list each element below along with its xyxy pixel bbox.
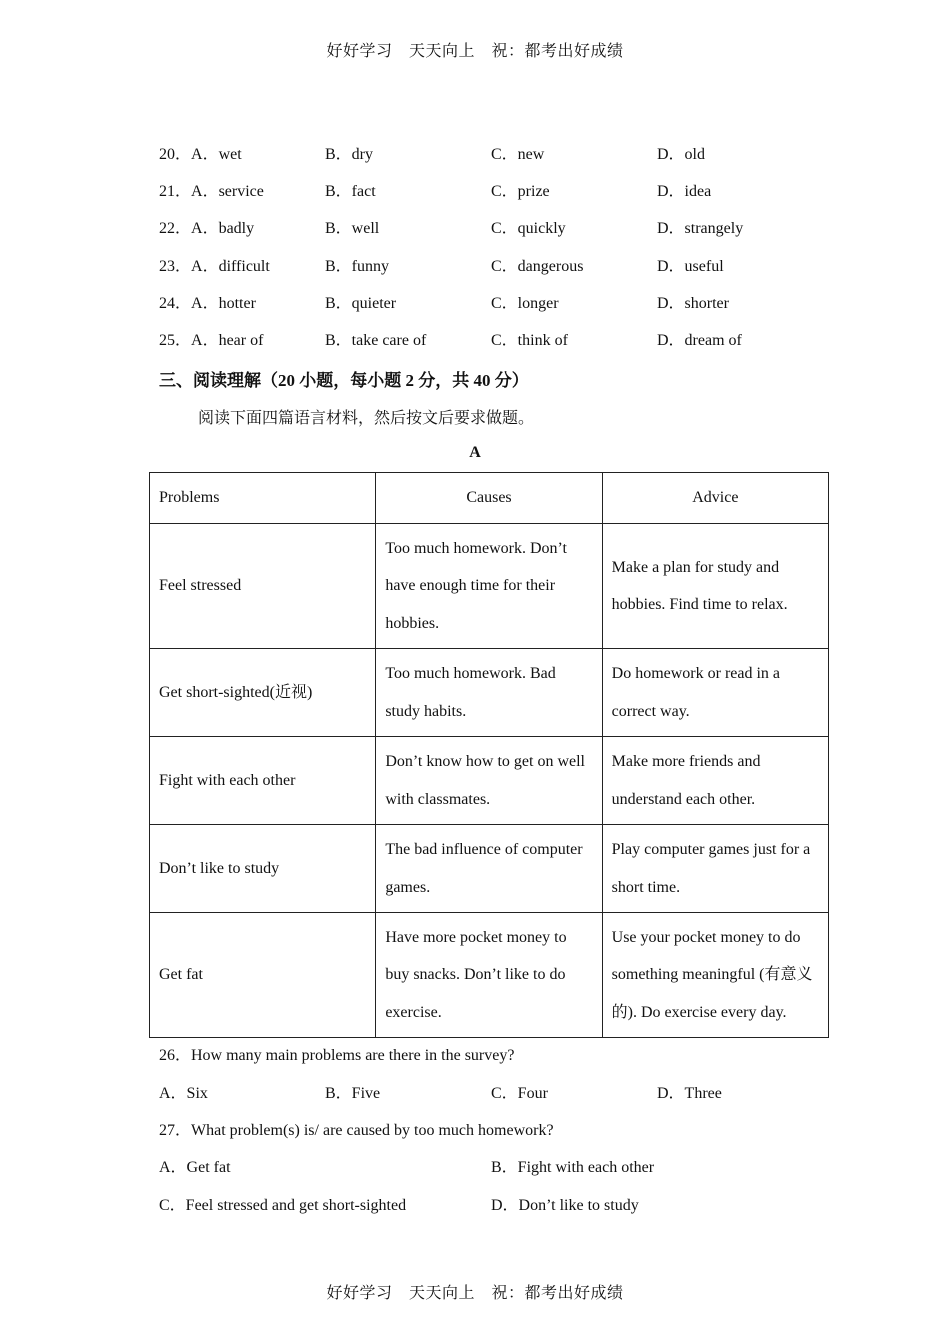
q23-option-a xyxy=(159,256,270,278)
page-header: 好好学习 天天向上 祝：都考出好成绩 xyxy=(326,43,624,60)
problem-cell: Get fat xyxy=(150,913,376,1038)
problem-cell: Get short-sighted(近视) xyxy=(150,649,376,737)
cause-cell: Don’t know how to get on well with classmates. xyxy=(376,737,602,825)
q25-option-c: C．think of xyxy=(491,332,568,349)
q25-a: A．hear of xyxy=(191,332,264,349)
q25-option-d: D．dream of xyxy=(657,332,742,349)
question-27: 27．What problem(s) is/ are caused by too much homework? xyxy=(159,1122,554,1139)
problem-cell: Fight with each other xyxy=(150,737,376,825)
q26-option-d: D．Three xyxy=(657,1085,722,1102)
q27-option-d: D．Don’t like to study xyxy=(491,1197,639,1214)
q20-option-c: C．new xyxy=(491,146,545,163)
q25-option-a xyxy=(159,330,263,352)
q21-option-b: B．fact xyxy=(325,183,376,200)
q22-option-d: D．strangely xyxy=(657,220,744,237)
problem-cell: Don’t like to study xyxy=(150,825,376,913)
table-row xyxy=(150,524,829,649)
q24-option-d: D．shorter xyxy=(657,295,729,312)
q20-option-a xyxy=(159,144,242,166)
q26-option-b: B．Five xyxy=(325,1085,381,1102)
q23-number: 23． xyxy=(159,258,192,275)
q23-a: A．difficult xyxy=(191,258,270,275)
advice-cell: Play computer games just for a short time. xyxy=(602,825,828,913)
q27-option-c: C．Feel stressed and get short-sighted xyxy=(159,1197,407,1214)
q26-option-a: A．Six xyxy=(159,1085,208,1102)
instruction: 阅读下面四篇语言材料，然后按文后要求做题。 xyxy=(198,410,535,427)
q24-option-b: B．quieter xyxy=(325,295,397,312)
q24-option-c: C．longer xyxy=(491,295,559,312)
q22-option-b: B．well xyxy=(325,220,380,237)
advice-cell: Make a plan for study and hobbies. Find time to relax. xyxy=(602,524,828,649)
header-problems: Problems xyxy=(150,473,376,524)
table-row xyxy=(150,737,829,825)
section-title: 三、阅读理解（20 小题，每小题 2 分，共 40 分） xyxy=(159,371,529,390)
q25-option-b: B．take care of xyxy=(325,332,427,349)
q22-number: 22． xyxy=(159,220,192,237)
header-causes: Causes xyxy=(376,473,602,524)
q22-option-c: C．quickly xyxy=(491,220,566,237)
table-header-row xyxy=(150,473,829,524)
q24-number: 24． xyxy=(159,295,192,312)
page-footer: 好好学习 天天向上 祝：都考出好成绩 xyxy=(326,1285,624,1302)
cause-cell: Too much homework. Bad study habits. xyxy=(376,649,602,737)
q22-a: A．badly xyxy=(191,220,255,237)
q21-option-a xyxy=(159,181,264,203)
table-row xyxy=(150,649,829,737)
cause-cell: The bad influence of computer games. xyxy=(376,825,602,913)
q21-option-c: C．prize xyxy=(491,183,550,200)
q25-number: 25． xyxy=(159,332,192,349)
q23-option-c: C．dangerous xyxy=(491,258,584,275)
advice-cell: Make more friends and understand each other. xyxy=(602,737,828,825)
q22-option-a xyxy=(159,218,254,240)
table-row xyxy=(150,825,829,913)
q27-option-b: B．Fight with each other xyxy=(491,1159,655,1176)
q23-option-b: B．funny xyxy=(325,258,390,275)
table-row xyxy=(150,913,829,1038)
q20-number: 20． xyxy=(159,146,192,163)
q27-option-a: A．Get fat xyxy=(159,1159,231,1176)
advice-cell: Do homework or read in a correct way. xyxy=(602,649,828,737)
cause-cell: Have more pocket money to buy snacks. Don’t like to do exercise. xyxy=(376,913,602,1038)
q20-option-d: D．old xyxy=(657,146,706,163)
q26-option-c: C．Four xyxy=(491,1085,548,1102)
q24-option-a xyxy=(159,293,256,315)
q21-a: A．service xyxy=(191,183,264,200)
q23-option-d: D．useful xyxy=(657,258,724,275)
problem-cell: Feel stressed xyxy=(150,524,376,649)
advice-cell: Use your pocket money to do something meaningful (有意义的). Do exercise every day. xyxy=(602,913,828,1038)
q24-a: A．hotter xyxy=(191,295,256,312)
question-26: 26．How many main problems are there in the survey? xyxy=(159,1047,515,1064)
q20-a: A．wet xyxy=(191,146,242,163)
q21-number: 21． xyxy=(159,183,192,200)
q21-option-d: D．idea xyxy=(657,183,712,200)
header-advice: Advice xyxy=(602,473,828,524)
passage-label: A xyxy=(469,444,481,461)
survey-table xyxy=(149,472,829,1038)
cause-cell: Too much homework. Don’t have enough time for their hobbies. xyxy=(376,524,602,649)
q20-option-b: B．dry xyxy=(325,146,374,163)
